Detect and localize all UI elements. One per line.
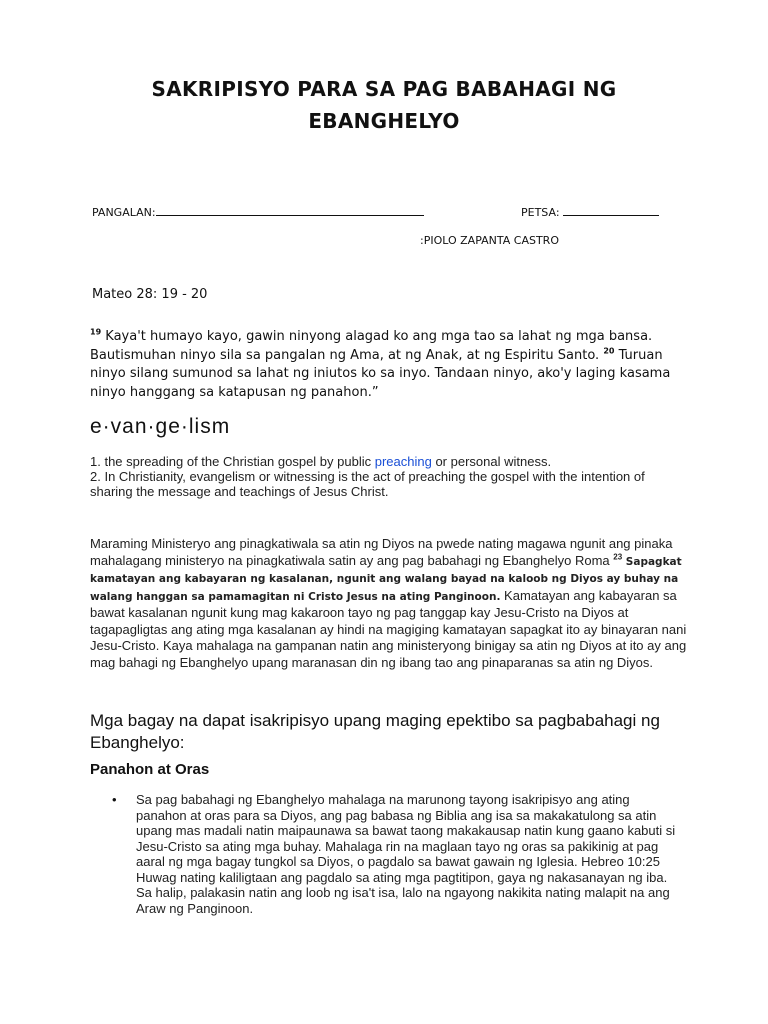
name-blank-line bbox=[156, 206, 424, 216]
verse-number: 23 bbox=[613, 552, 623, 562]
verse-text: Kaya't humayo kayo, gawin ninyong alagad ko ang mga tao sa lahat ng mga bansa. Bautismuhan ninyo sila sa pangalan ng Ama, at ng Anak, at ng Espiritu Santo. bbox=[90, 329, 653, 363]
paragraph-text: Maraming Ministeryo ang pinagkatiwala sa atin ng Diyos na pwede nating magawa ngunit ang pinaka mahalagang ministeryo na pinagkatiwala satin ay ang pag babahagi ng Ebanghelyo Roma bbox=[90, 536, 673, 568]
section-subheading: Panahon at Oras bbox=[90, 761, 210, 778]
bullet-icon: • bbox=[112, 792, 117, 807]
definition-1-text-end: or personal witness. bbox=[431, 454, 552, 469]
date-field bbox=[521, 206, 659, 219]
author-name: :PIOLO ZAPANTA CASTRO bbox=[420, 234, 559, 247]
verse-number: 20 bbox=[603, 346, 615, 356]
preaching-link[interactable]: preaching bbox=[374, 454, 432, 469]
scripture-text bbox=[90, 328, 680, 402]
bullet-list bbox=[112, 792, 676, 916]
list-item: Sa pag babahagi ng Ebanghelyo mahalaga na marunong tayong isakripisyo ang ating panahon at oras para sa Diyos, ang pag babasa ng Biblia ang isa sa makakatulong sa atin upang mas madali natin maipaunawa sa bawat taong makakausap natin kung gaano kabuti si Jesu-Cristo sa ating mga buhay. Mahalaga rin na maglaan tayo ng oras sa pakikinig at pag aaral ng mga bagay tungkol sa Diyos, o pagdalo sa bawat gawain ng Iglesia. Hebreo 10:25 Huwag nating kaliligtaan ang pagdalo sa ating mga pagtitipon, gaya ng nakasanayan ng iba. Sa halip, palakasin natin ang loob ng isa't isa, lalo na ngayong nakikita nating malapit na ang Araw ng Panginoon. bbox=[136, 792, 676, 916]
verse-number: 19 bbox=[90, 327, 102, 337]
document-title-line1: SAKRIPISYO PARA SA PAG BABAHAGI NG bbox=[151, 77, 617, 101]
inline-verse: Sapagkat kamatayan ang kabayaran ng kasalanan, ngunit ang walang bayad na kaloob ng Diyos ay buhay na walang hanggan sa pamamagitan ni Cristo Jesus na ating Panginoon. bbox=[90, 555, 682, 603]
scripture-reference: Mateo 28: 19 - 20 bbox=[92, 287, 208, 302]
section-heading: Mga bagay na dapat isakripisyo upang maging epektibo sa pagbabahagi ng Ebanghelyo: bbox=[90, 711, 660, 752]
name-label: PANGALAN: bbox=[92, 206, 156, 219]
name-field bbox=[92, 206, 424, 219]
date-label: PETSA: bbox=[521, 206, 560, 219]
definition-2: 2. In Christianity, evangelism or witnessing is the act of preaching the gospel with the intention of sharing the message and teachings of Jesus Christ. bbox=[90, 469, 645, 499]
definition-1 bbox=[90, 454, 690, 469]
verse-text: Turuan ninyo silang sumunod sa lahat ng iniutos ko sa inyo. Tandaan ninyo, ako'y laging kasama ninyo hanggang sa katapusan ng panahon.” bbox=[90, 347, 671, 400]
definition-list bbox=[90, 454, 690, 499]
date-blank-line bbox=[563, 206, 659, 216]
definition-word: e·van·ge·lism bbox=[90, 415, 231, 438]
paragraph-text-cont: Kamatayan ang kabayaran sa bawat kasalanan ngunit kung mag kakaroon tayo ng pag tanggap kay Jesu-Cristo na Diyos at tagapagligtas ang ating mga kasalanan ay hindi na magiging kamatayan sapagkat ito ay binayaran nani Jesu-Cristo. Kaya mahalaga na gampanan natin ang ministeryong binigay sa atin ng Diyos at ito ay ang mag bahagi ng Ebanghelyo upang maranasan din ng ibang tao ang pinaparanas sa atin ng Diyos. bbox=[90, 587, 687, 670]
definition-1-text: 1. the spreading of the Christian gospel by public bbox=[90, 454, 375, 469]
body-paragraph bbox=[90, 536, 690, 671]
document-title-line2: EBANGHELYO bbox=[308, 109, 460, 133]
